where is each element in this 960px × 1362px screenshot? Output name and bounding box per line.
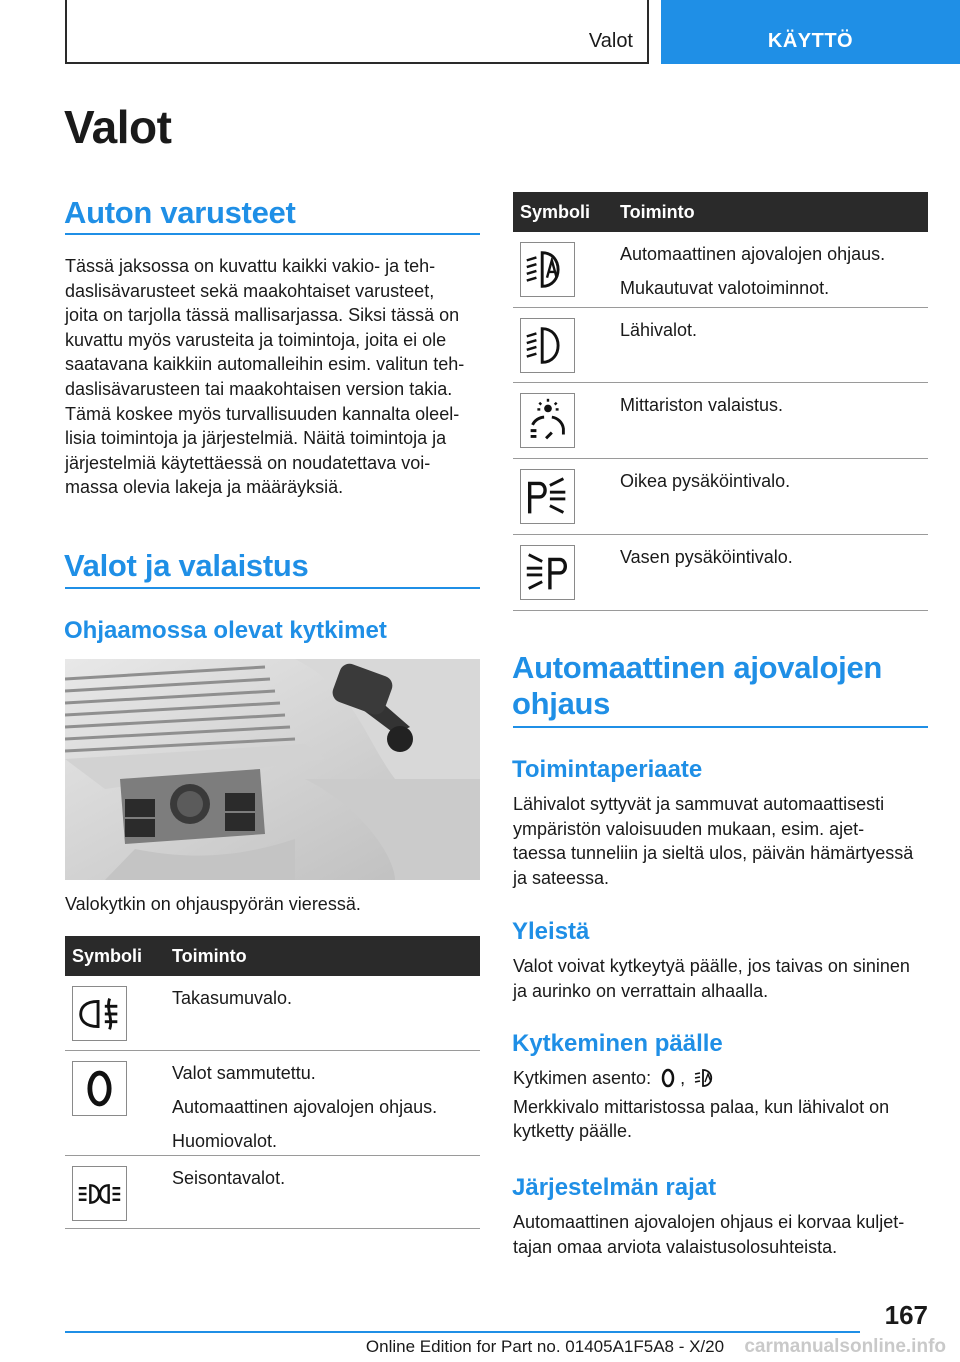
heading-rule [513,726,928,728]
function-cell [620,545,793,579]
table-row [513,535,928,611]
col-symbol: Symboli [72,946,143,966]
function-text: Oikea pysäköintivalo. [620,471,791,491]
page-number: 167 [884,1300,928,1330]
low-beam-icon [520,318,575,373]
header-section-label: Valot [588,30,633,52]
heading-principle: Toimintaperiaate [512,756,703,783]
chapter-tab-label: KÄYTTÖ [767,30,854,52]
function-text: Valot sammutettu. [172,1063,316,1083]
table-header [513,192,928,232]
table-row [513,459,928,535]
auto-headlight-inline-icon [694,1068,718,1095]
heading-limits: Järjestelmän rajat [512,1174,717,1201]
function-text: Mittariston valaistus. [620,395,784,415]
function-cell [172,1166,285,1200]
text-line: Valot voivat kytkeytyä päälle, jos taivas on sininen [513,956,910,976]
switch-position-line [513,1066,938,1095]
text-line: ja aurinko on verrattain alhaalla. [513,980,769,1001]
heading-switch-on: Kytkeminen päälle [512,1030,723,1057]
col-function: Toiminto [172,946,247,966]
footer-rule [65,1331,860,1333]
text-line: tajan omaa arviota valaistusolosuhteista. [513,1236,838,1257]
table-row [513,383,928,459]
function-text: Vasen pysäköintivalo. [620,547,793,567]
table-row [513,308,928,383]
col-symbol: Symboli [520,202,591,222]
heading-line: ohjaus [512,686,611,721]
text-line: järjestelmiä käytettäessä on noudatettava voi- [65,452,431,473]
text-line: daslisävarusteet sekä maakohtaiset varusteet, [65,280,435,301]
text-line: kytketty päälle. [513,1121,633,1142]
function-cell [620,318,697,352]
switch-on-paragraph [513,1066,938,1144]
function-text: Automaattinen ajovalojen ohjaus. [620,244,886,264]
left-symbol-table [65,936,480,1229]
heading-general: Yleistä [512,918,590,945]
text-line: Automaattinen ajovalojen ohjaus ei korvaa kuljet- [513,1212,905,1232]
text-line: taessa tunneliin ja sieltä ulos, päivän hämärtyessä [513,843,914,864]
table-header [65,936,480,976]
general-paragraph [513,954,938,1003]
text-line: joita on tarjolla tässä mallisarjassa. Siksi tässä on [65,305,460,326]
heading-auto-headlights [512,650,882,722]
function-cell [620,393,783,427]
edition-text: Online Edition for Part no. 01405A1F5A8 - X/20 [365,1337,725,1356]
photo-caption: Valokytkin on ohjauspyörän vieressä. [65,894,361,914]
table-row [65,1156,480,1229]
auto-headlight-icon [520,242,575,297]
text-line: Tämä koskee myös turvallisuuden kannalta oleel- [65,403,460,424]
function-text: Automaattinen ajovalojen ohjaus. [172,1097,438,1117]
function-text: Lähivalot. [620,320,698,340]
function-text: Seisontavalot. [172,1168,286,1188]
separator: , [680,1068,686,1088]
rear-fog-light-icon [72,986,127,1041]
right-parking-light-icon [520,469,575,524]
header-frame [65,0,649,64]
text-line: Lähivalot syttyvät ja sammuvat automaattisesti [513,794,885,814]
heading-lights: Valot ja valaistus [64,548,309,583]
lights-off-zero-icon [72,1061,127,1116]
parking-lights-icon [72,1166,127,1221]
equipment-paragraph [65,254,485,500]
heading-switches: Ohjaamossa olevat kytkimet [64,617,387,644]
text-line: Merkkivalo mittaristossa palaa, kun lähivalot on [513,1096,890,1117]
function-cell [620,469,790,503]
text-line: Tässä jaksossa on kuvattu kaikki vakio- ja teh- [65,256,436,276]
right-symbol-table [513,192,928,611]
switch-position-label: Kytkimen asento: [513,1068,652,1088]
chapter-tab [661,0,960,64]
text-line: massa olevia lakeja ja määräyksiä. [65,477,344,498]
watermark: carmanualsonline.info [744,1336,946,1357]
table-row [65,1051,480,1156]
text-line: ympäristön valoisuuden mukaan, esim. ajet- [513,818,865,839]
table-row [513,232,928,308]
limits-paragraph [513,1210,938,1259]
instrument-lighting-icon [520,393,575,448]
function-cell [172,986,292,1020]
function-text: Huomiovalot. [172,1131,278,1151]
table-row [65,976,480,1051]
zero-position-icon [660,1068,676,1095]
text-line: ja sateessa. [513,867,610,888]
page-title: Valot [64,101,172,153]
text-line: kuvattu myös varusteita ja toimintoja, joita ei ole [65,329,447,350]
text-line: daslisävarusteen tai maakohtaisen version takia. [65,378,453,399]
heading-equipment: Auton varusteet [64,195,296,230]
left-parking-light-icon [520,545,575,600]
function-cell [620,242,885,310]
text-line: saatavana kaikkiin automalleihin esim. valitun teh- [65,354,465,375]
heading-rule [65,587,480,589]
heading-line: Automaattinen ajovalojen [512,650,883,685]
light-switch-photo [65,659,480,880]
col-function: Toiminto [620,202,695,222]
function-cell [172,1061,437,1163]
principle-paragraph [513,792,938,890]
text-line: lisia toimintoja ja järjestelmiä. Näitä toimintoja ja [65,428,447,449]
heading-rule [65,233,480,235]
function-text: Mukautuvat valotoiminnot. [620,278,830,298]
dashboard-illustration [65,659,480,880]
function-text: Takasumuvalo. [172,988,293,1008]
